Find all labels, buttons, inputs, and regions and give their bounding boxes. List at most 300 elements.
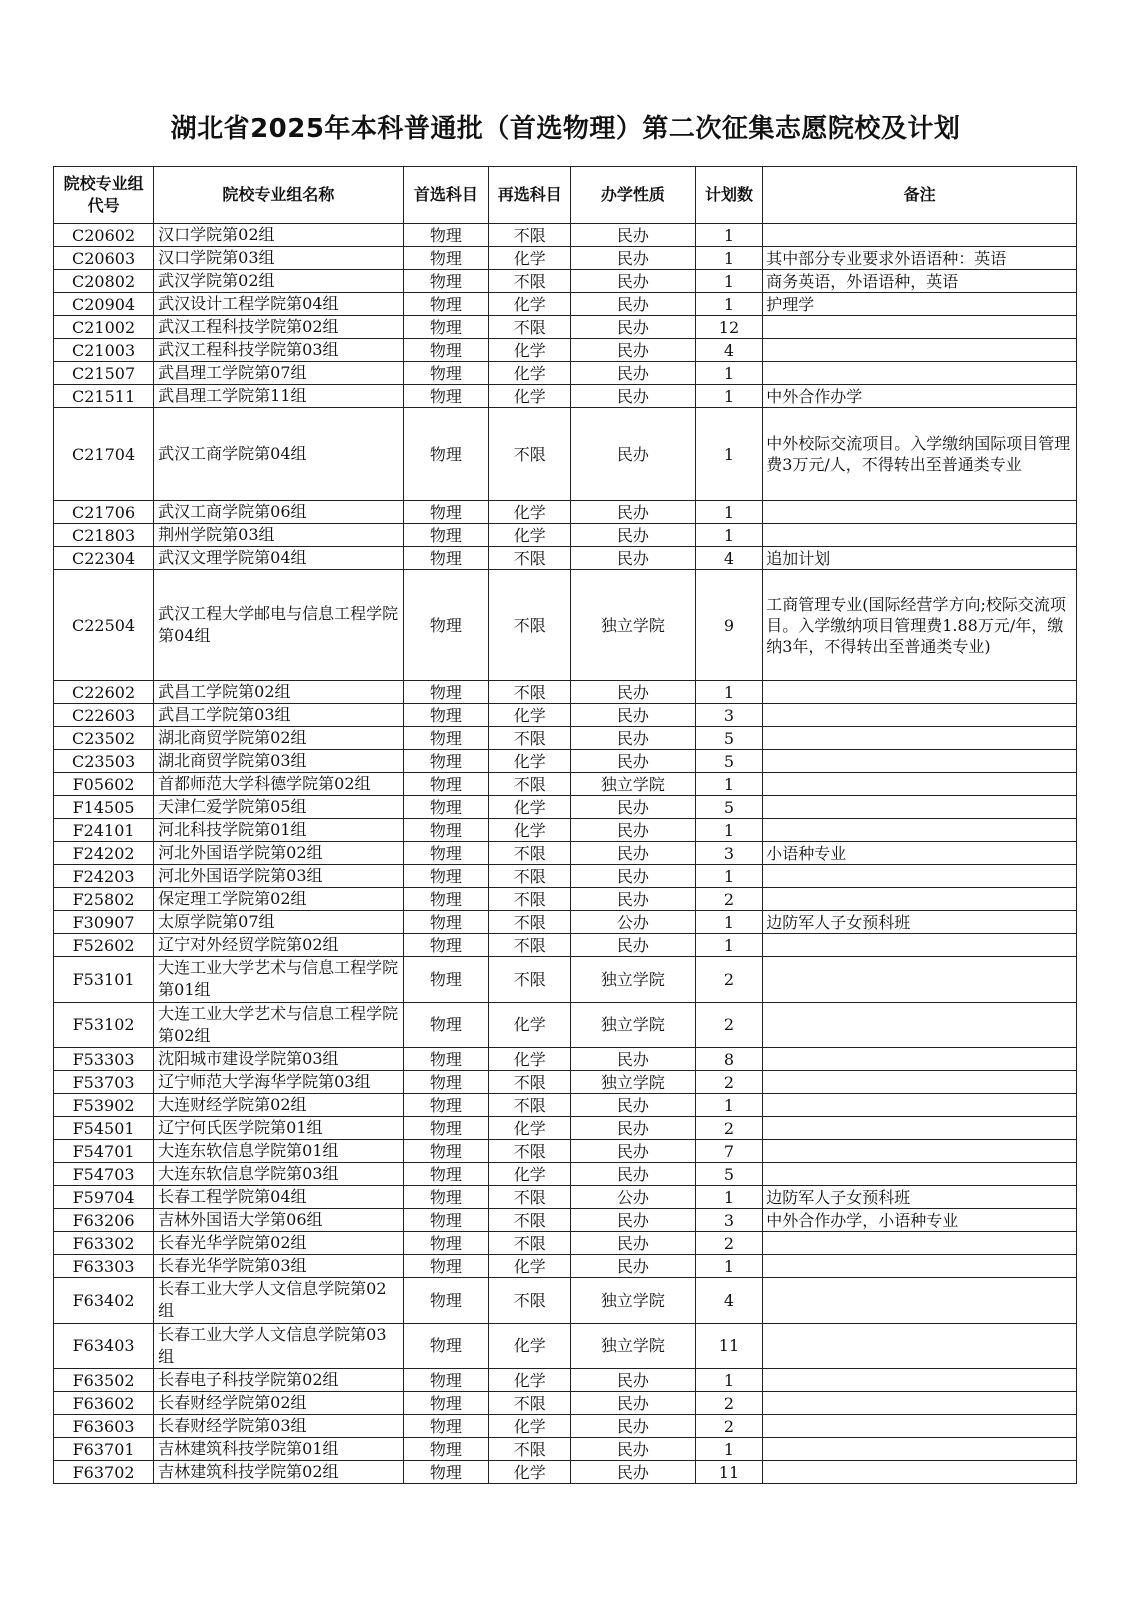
cell-name: 武汉学院第02组 <box>154 270 403 293</box>
cell-code: C20904 <box>54 293 154 316</box>
cell-code: C21511 <box>54 385 154 408</box>
cell-code: F63701 <box>54 1438 154 1461</box>
cell-code: C21507 <box>54 362 154 385</box>
cell-code: F53303 <box>54 1048 154 1071</box>
cell-second-subject: 不限 <box>489 1071 571 1094</box>
cell-first-subject: 物理 <box>403 681 489 704</box>
cell-name: 河北外国语学院第02组 <box>154 842 403 865</box>
cell-notes <box>763 888 1077 911</box>
cell-code: F63502 <box>54 1369 154 1392</box>
cell-plan-count: 1 <box>695 1186 762 1209</box>
table-row <box>54 247 1077 270</box>
cell-first-subject: 物理 <box>403 524 489 547</box>
cell-plan-count: 3 <box>695 842 762 865</box>
table-row <box>54 957 1077 1003</box>
cell-first-subject: 物理 <box>403 796 489 819</box>
cell-plan-count: 4 <box>695 547 762 570</box>
cell-plan-count: 1 <box>695 270 762 293</box>
cell-notes <box>763 1071 1077 1094</box>
cell-notes <box>763 316 1077 339</box>
cell-code: F24202 <box>54 842 154 865</box>
cell-second-subject: 化学 <box>489 1163 571 1186</box>
cell-second-subject: 化学 <box>489 339 571 362</box>
cell-first-subject: 物理 <box>403 911 489 934</box>
cell-code: F63206 <box>54 1209 154 1232</box>
table-row <box>54 934 1077 957</box>
cell-notes <box>763 1094 1077 1117</box>
cell-name: 天津仁爱学院第05组 <box>154 796 403 819</box>
cell-second-subject: 不限 <box>489 570 571 681</box>
cell-second-subject: 不限 <box>489 270 571 293</box>
table-row <box>54 293 1077 316</box>
cell-notes <box>763 224 1077 247</box>
cell-notes <box>763 750 1077 773</box>
cell-plan-count: 2 <box>695 1232 762 1255</box>
cell-notes: 工商管理专业(国际经营学方向;校际交流项目。入学缴纳项目管理费1.88万元/年，缴纳3年，不得转出至普通类专业) <box>763 570 1077 681</box>
cell-plan-count: 1 <box>695 1369 762 1392</box>
table-row <box>54 1186 1077 1209</box>
cell-second-subject: 不限 <box>489 1140 571 1163</box>
cell-name: 吉林外国语大学第06组 <box>154 1209 403 1232</box>
cell-notes <box>763 1117 1077 1140</box>
cell-name: 武昌理工学院第07组 <box>154 362 403 385</box>
table-row <box>54 224 1077 247</box>
cell-second-subject: 化学 <box>489 819 571 842</box>
cell-name: 保定理工学院第02组 <box>154 888 403 911</box>
cell-first-subject: 物理 <box>403 1232 489 1255</box>
cell-notes <box>763 1392 1077 1415</box>
cell-name: 河北科技学院第01组 <box>154 819 403 842</box>
cell-name: 武汉工商学院第06组 <box>154 501 403 524</box>
cell-plan-count: 1 <box>695 934 762 957</box>
cell-code: F14505 <box>54 796 154 819</box>
cell-second-subject: 不限 <box>489 842 571 865</box>
cell-plan-count: 1 <box>695 773 762 796</box>
cell-second-subject: 化学 <box>489 247 571 270</box>
cell-name: 武汉工商学院第04组 <box>154 408 403 501</box>
table-row <box>54 796 1077 819</box>
cell-code: F59704 <box>54 1186 154 1209</box>
cell-code: C21706 <box>54 501 154 524</box>
cell-first-subject: 物理 <box>403 1369 489 1392</box>
table-row <box>54 1438 1077 1461</box>
cell-school-type: 民办 <box>571 1048 696 1071</box>
table-row <box>54 911 1077 934</box>
cell-second-subject: 化学 <box>489 796 571 819</box>
cell-name: 大连东软信息学院第01组 <box>154 1140 403 1163</box>
cell-plan-count: 1 <box>695 1094 762 1117</box>
cell-code: F63603 <box>54 1415 154 1438</box>
cell-plan-count: 1 <box>695 681 762 704</box>
header-plan-count: 计划数 <box>695 167 762 224</box>
cell-name: 吉林建筑科技学院第01组 <box>154 1438 403 1461</box>
cell-second-subject: 不限 <box>489 1438 571 1461</box>
cell-first-subject: 物理 <box>403 1140 489 1163</box>
cell-plan-count: 1 <box>695 524 762 547</box>
table-row <box>54 1392 1077 1415</box>
cell-first-subject: 物理 <box>403 316 489 339</box>
cell-code: C22504 <box>54 570 154 681</box>
cell-code: C20603 <box>54 247 154 270</box>
cell-notes <box>763 1002 1077 1048</box>
cell-code: F63702 <box>54 1461 154 1484</box>
cell-second-subject: 化学 <box>489 1255 571 1278</box>
cell-plan-count: 1 <box>695 247 762 270</box>
cell-code: F24101 <box>54 819 154 842</box>
table-row <box>54 1255 1077 1278</box>
cell-plan-count: 8 <box>695 1048 762 1071</box>
cell-notes: 护理学 <box>763 293 1077 316</box>
table-row <box>54 1209 1077 1232</box>
cell-name: 汉口学院第03组 <box>154 247 403 270</box>
cell-second-subject: 不限 <box>489 1094 571 1117</box>
cell-plan-count: 2 <box>695 1117 762 1140</box>
cell-first-subject: 物理 <box>403 842 489 865</box>
cell-plan-count: 2 <box>695 888 762 911</box>
cell-school-type: 民办 <box>571 547 696 570</box>
table-row <box>54 865 1077 888</box>
cell-second-subject: 化学 <box>489 501 571 524</box>
cell-first-subject: 物理 <box>403 1186 489 1209</box>
cell-code: C23503 <box>54 750 154 773</box>
cell-plan-count: 2 <box>695 1392 762 1415</box>
cell-second-subject: 不限 <box>489 316 571 339</box>
cell-school-type: 民办 <box>571 1369 696 1392</box>
cell-name: 荆州学院第03组 <box>154 524 403 547</box>
cell-code: F05602 <box>54 773 154 796</box>
cell-notes <box>763 934 1077 957</box>
cell-second-subject: 不限 <box>489 1392 571 1415</box>
cell-second-subject: 化学 <box>489 524 571 547</box>
cell-plan-count: 5 <box>695 750 762 773</box>
cell-notes: 边防军人子女预科班 <box>763 911 1077 934</box>
cell-name: 湖北商贸学院第02组 <box>154 727 403 750</box>
cell-school-type: 民办 <box>571 316 696 339</box>
table-row <box>54 316 1077 339</box>
table-row <box>54 408 1077 501</box>
cell-name: 大连工业大学艺术与信息工程学院第01组 <box>154 957 403 1003</box>
cell-plan-count: 2 <box>695 1002 762 1048</box>
cell-plan-count: 2 <box>695 957 762 1003</box>
table-row <box>54 888 1077 911</box>
cell-first-subject: 物理 <box>403 1002 489 1048</box>
cell-code: F25802 <box>54 888 154 911</box>
cell-plan-count: 1 <box>695 865 762 888</box>
cell-code: C22304 <box>54 547 154 570</box>
cell-first-subject: 物理 <box>403 362 489 385</box>
cell-code: F52602 <box>54 934 154 957</box>
cell-notes <box>763 1048 1077 1071</box>
cell-notes: 中外校际交流项目。入学缴纳国际项目管理费3万元/人，不得转出至普通类专业 <box>763 408 1077 501</box>
cell-code: F63402 <box>54 1278 154 1324</box>
header-code: 院校专业组代号 <box>54 167 154 224</box>
cell-name: 长春财经学院第02组 <box>154 1392 403 1415</box>
table-row <box>54 681 1077 704</box>
page-title: 湖北省2025年本科普通批（首选物理）第二次征集志愿院校及计划 <box>170 114 961 144</box>
cell-code: F24203 <box>54 865 154 888</box>
cell-first-subject: 物理 <box>403 888 489 911</box>
cell-notes <box>763 865 1077 888</box>
cell-code: C21002 <box>54 316 154 339</box>
cell-code: F53902 <box>54 1094 154 1117</box>
cell-first-subject: 物理 <box>403 293 489 316</box>
cell-school-type: 民办 <box>571 1392 696 1415</box>
cell-school-type: 民办 <box>571 293 696 316</box>
table-row <box>54 270 1077 293</box>
cell-plan-count: 5 <box>695 727 762 750</box>
cell-plan-count: 1 <box>695 501 762 524</box>
table-row <box>54 1278 1077 1324</box>
cell-code: C20802 <box>54 270 154 293</box>
table-row <box>54 524 1077 547</box>
cell-code: F63403 <box>54 1323 154 1369</box>
admission-plan-table <box>53 166 1077 1484</box>
cell-notes <box>763 524 1077 547</box>
cell-first-subject: 物理 <box>403 1048 489 1071</box>
cell-plan-count: 5 <box>695 796 762 819</box>
cell-second-subject: 不限 <box>489 727 571 750</box>
cell-name: 长春工业大学人文信息学院第02组 <box>154 1278 403 1324</box>
cell-notes <box>763 1278 1077 1324</box>
cell-school-type: 民办 <box>571 1163 696 1186</box>
table-row <box>54 501 1077 524</box>
table-row <box>54 385 1077 408</box>
cell-second-subject: 不限 <box>489 408 571 501</box>
cell-plan-count: 1 <box>695 1438 762 1461</box>
cell-school-type: 民办 <box>571 524 696 547</box>
cell-first-subject: 物理 <box>403 727 489 750</box>
cell-school-type: 独立学院 <box>571 1071 696 1094</box>
cell-code: C21704 <box>54 408 154 501</box>
cell-first-subject: 物理 <box>403 339 489 362</box>
cell-notes <box>763 501 1077 524</box>
cell-first-subject: 物理 <box>403 1278 489 1324</box>
cell-name: 太原学院第07组 <box>154 911 403 934</box>
header-first-subject: 首选科目 <box>403 167 489 224</box>
cell-second-subject: 不限 <box>489 934 571 957</box>
cell-name: 湖北商贸学院第03组 <box>154 750 403 773</box>
cell-school-type: 独立学院 <box>571 570 696 681</box>
cell-second-subject: 不限 <box>489 888 571 911</box>
cell-second-subject: 不限 <box>489 547 571 570</box>
cell-code: F53703 <box>54 1071 154 1094</box>
cell-notes <box>763 1461 1077 1484</box>
cell-name: 长春光华学院第03组 <box>154 1255 403 1278</box>
cell-first-subject: 物理 <box>403 1209 489 1232</box>
cell-notes <box>763 1255 1077 1278</box>
cell-notes <box>763 727 1077 750</box>
cell-plan-count: 9 <box>695 570 762 681</box>
cell-notes <box>763 681 1077 704</box>
cell-notes: 商务英语，外语语种，英语 <box>763 270 1077 293</box>
cell-notes: 中外合作办学，小语种专业 <box>763 1209 1077 1232</box>
cell-school-type: 民办 <box>571 385 696 408</box>
cell-first-subject: 物理 <box>403 1415 489 1438</box>
cell-first-subject: 物理 <box>403 224 489 247</box>
cell-notes <box>763 1140 1077 1163</box>
cell-notes <box>763 1415 1077 1438</box>
cell-school-type: 民办 <box>571 408 696 501</box>
cell-school-type: 民办 <box>571 1461 696 1484</box>
cell-name: 辽宁何氏医学院第01组 <box>154 1117 403 1140</box>
cell-second-subject: 化学 <box>489 1117 571 1140</box>
cell-second-subject: 不限 <box>489 1186 571 1209</box>
cell-second-subject: 化学 <box>489 293 571 316</box>
cell-code: C22603 <box>54 704 154 727</box>
cell-first-subject: 物理 <box>403 270 489 293</box>
cell-first-subject: 物理 <box>403 934 489 957</box>
cell-plan-count: 1 <box>695 293 762 316</box>
cell-notes <box>763 796 1077 819</box>
cell-notes: 中外合作办学 <box>763 385 1077 408</box>
header-second-subject: 再选科目 <box>489 167 571 224</box>
cell-plan-count: 5 <box>695 1163 762 1186</box>
cell-school-type: 民办 <box>571 1117 696 1140</box>
cell-name: 沈阳城市建设学院第03组 <box>154 1048 403 1071</box>
cell-second-subject: 化学 <box>489 750 571 773</box>
cell-plan-count: 1 <box>695 385 762 408</box>
cell-name: 长春工业大学人文信息学院第03组 <box>154 1323 403 1369</box>
cell-plan-count: 4 <box>695 1278 762 1324</box>
table-row <box>54 570 1077 681</box>
cell-notes <box>763 1163 1077 1186</box>
cell-name: 长春工程学院第04组 <box>154 1186 403 1209</box>
cell-first-subject: 物理 <box>403 1117 489 1140</box>
cell-second-subject: 不限 <box>489 911 571 934</box>
header-name: 院校专业组名称 <box>154 167 403 224</box>
cell-plan-count: 1 <box>695 408 762 501</box>
header-notes: 备注 <box>763 167 1077 224</box>
table-row <box>54 819 1077 842</box>
cell-code: C23502 <box>54 727 154 750</box>
cell-name: 武汉工程大学邮电与信息工程学院第04组 <box>154 570 403 681</box>
cell-first-subject: 物理 <box>403 570 489 681</box>
cell-school-type: 民办 <box>571 750 696 773</box>
cell-school-type: 独立学院 <box>571 773 696 796</box>
cell-code: C21803 <box>54 524 154 547</box>
cell-second-subject: 化学 <box>489 1415 571 1438</box>
cell-plan-count: 3 <box>695 1209 762 1232</box>
table-row <box>54 1461 1077 1484</box>
cell-name: 首都师范大学科德学院第02组 <box>154 773 403 796</box>
cell-second-subject: 化学 <box>489 362 571 385</box>
cell-school-type: 民办 <box>571 819 696 842</box>
cell-code: F63303 <box>54 1255 154 1278</box>
cell-school-type: 独立学院 <box>571 1323 696 1369</box>
cell-plan-count: 4 <box>695 339 762 362</box>
cell-first-subject: 物理 <box>403 1392 489 1415</box>
cell-plan-count: 1 <box>695 819 762 842</box>
table-row <box>54 547 1077 570</box>
cell-first-subject: 物理 <box>403 247 489 270</box>
cell-name: 武汉工程科技学院第02组 <box>154 316 403 339</box>
table-row <box>54 773 1077 796</box>
cell-school-type: 独立学院 <box>571 1002 696 1048</box>
cell-name: 长春光华学院第02组 <box>154 1232 403 1255</box>
cell-notes: 小语种专业 <box>763 842 1077 865</box>
cell-first-subject: 物理 <box>403 773 489 796</box>
cell-second-subject: 不限 <box>489 865 571 888</box>
cell-name: 武昌工学院第02组 <box>154 681 403 704</box>
cell-school-type: 民办 <box>571 1438 696 1461</box>
cell-code: F30907 <box>54 911 154 934</box>
cell-school-type: 民办 <box>571 1232 696 1255</box>
cell-school-type: 民办 <box>571 270 696 293</box>
cell-second-subject: 不限 <box>489 681 571 704</box>
cell-name: 武昌理工学院第11组 <box>154 385 403 408</box>
cell-notes: 追加计划 <box>763 547 1077 570</box>
cell-plan-count: 11 <box>695 1461 762 1484</box>
cell-school-type: 民办 <box>571 681 696 704</box>
table-row <box>54 362 1077 385</box>
cell-first-subject: 物理 <box>403 750 489 773</box>
cell-plan-count: 2 <box>695 1415 762 1438</box>
cell-second-subject: 化学 <box>489 1323 571 1369</box>
cell-plan-count: 2 <box>695 1071 762 1094</box>
cell-school-type: 民办 <box>571 888 696 911</box>
cell-code: F53101 <box>54 957 154 1003</box>
cell-first-subject: 物理 <box>403 1255 489 1278</box>
cell-second-subject: 化学 <box>489 1369 571 1392</box>
cell-school-type: 民办 <box>571 842 696 865</box>
cell-second-subject: 不限 <box>489 957 571 1003</box>
cell-notes <box>763 1369 1077 1392</box>
cell-first-subject: 物理 <box>403 385 489 408</box>
header-school-type: 办学性质 <box>571 167 696 224</box>
cell-code: F54701 <box>54 1140 154 1163</box>
cell-school-type: 公办 <box>571 911 696 934</box>
table-row <box>54 750 1077 773</box>
cell-code: F63602 <box>54 1392 154 1415</box>
cell-school-type: 民办 <box>571 247 696 270</box>
cell-notes <box>763 339 1077 362</box>
cell-notes <box>763 1232 1077 1255</box>
cell-notes <box>763 1323 1077 1369</box>
cell-name: 河北外国语学院第03组 <box>154 865 403 888</box>
cell-notes <box>763 819 1077 842</box>
cell-code: C22602 <box>54 681 154 704</box>
table-row <box>54 1369 1077 1392</box>
cell-name: 武汉设计工程学院第04组 <box>154 293 403 316</box>
cell-school-type: 民办 <box>571 501 696 524</box>
cell-code: F63302 <box>54 1232 154 1255</box>
cell-name: 武汉工程科技学院第03组 <box>154 339 403 362</box>
table-row <box>54 1048 1077 1071</box>
table-row <box>54 1094 1077 1117</box>
table-row <box>54 727 1077 750</box>
cell-name: 辽宁对外经贸学院第02组 <box>154 934 403 957</box>
cell-name: 大连财经学院第02组 <box>154 1094 403 1117</box>
cell-school-type: 独立学院 <box>571 957 696 1003</box>
cell-second-subject: 不限 <box>489 1232 571 1255</box>
table-header-row <box>54 167 1077 224</box>
cell-second-subject: 化学 <box>489 1002 571 1048</box>
cell-second-subject: 不限 <box>489 1209 571 1232</box>
cell-school-type: 独立学院 <box>571 1278 696 1324</box>
cell-code: C20602 <box>54 224 154 247</box>
cell-name: 武昌工学院第03组 <box>154 704 403 727</box>
cell-code: F53102 <box>54 1002 154 1048</box>
cell-notes <box>763 957 1077 1003</box>
table-row <box>54 704 1077 727</box>
cell-plan-count: 1 <box>695 224 762 247</box>
cell-school-type: 民办 <box>571 934 696 957</box>
cell-name: 辽宁师范大学海华学院第03组 <box>154 1071 403 1094</box>
cell-first-subject: 物理 <box>403 704 489 727</box>
cell-second-subject: 不限 <box>489 224 571 247</box>
table-row <box>54 339 1077 362</box>
cell-school-type: 民办 <box>571 796 696 819</box>
